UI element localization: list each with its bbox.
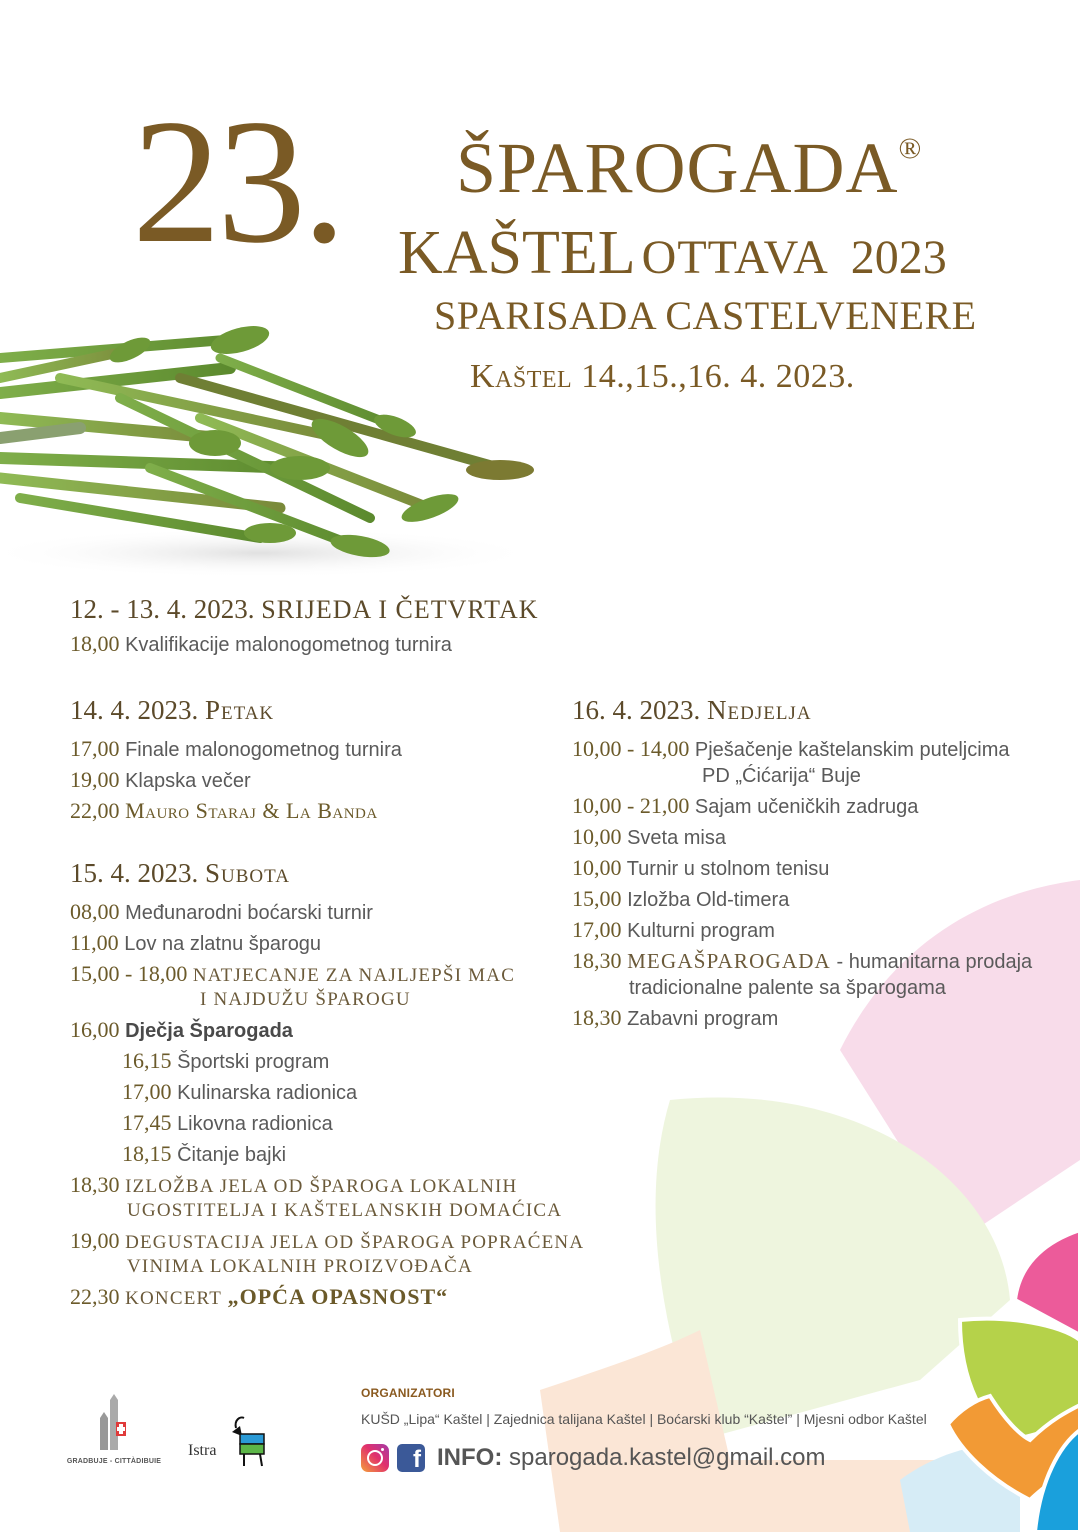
- church-tower-icon: [64, 1394, 164, 1456]
- event-dates: Kaštel 14.,15.,16. 4. 2023.: [470, 358, 855, 395]
- event-item: [572, 734, 1032, 791]
- event-subtitle: [398, 219, 947, 287]
- event-time: 22,30: [70, 1284, 120, 1309]
- event-time: 10,00: [572, 855, 622, 880]
- event-time: 18,30: [572, 948, 622, 973]
- event-title-text: ŠPAROGADA: [456, 128, 899, 208]
- event-item: [572, 791, 1032, 822]
- event-text: DEGUSTACIJA JELA OD ŠPAROGA POPRAĆENA: [125, 1232, 585, 1253]
- event-time: 22,00: [70, 798, 120, 823]
- event-text: Lov na zlatnu šparogu: [124, 933, 322, 955]
- event-time: 17,00: [572, 917, 622, 942]
- event-item: [70, 1170, 584, 1226]
- event-text: NATJECANJE ZA NAJLJEPŠI MAC: [192, 965, 516, 986]
- day-name: Nedjelja: [707, 695, 812, 725]
- event-text-continued: VINIMA LOKALNIH PROIZVOĐAČA: [127, 1256, 473, 1277]
- event-text: Zabavni program: [627, 1008, 779, 1030]
- event-time: 15,00 - 18,00: [70, 961, 188, 986]
- info-label: INFO:: [437, 1444, 503, 1471]
- instagram-icon[interactable]: [361, 1444, 389, 1472]
- event-text: Turnir u stolnom tenisu: [626, 858, 830, 880]
- event-item: [70, 796, 402, 827]
- event-item: [572, 946, 1032, 1003]
- event-item: [70, 1108, 584, 1139]
- subtitle-kastel: KAŠTEL: [398, 219, 636, 287]
- day-date: 12. - 13. 4. 2023.: [70, 594, 255, 624]
- email-link[interactable]: sparogada.kastel@gmail.com: [509, 1444, 826, 1471]
- day-name: Petak: [205, 695, 275, 725]
- day-name: Subota: [205, 858, 290, 888]
- facebook-icon[interactable]: f: [397, 1444, 425, 1472]
- event-text-continued: UGOSTITELJA I KAŠTELANSKIH DOMAĆICA: [127, 1200, 563, 1221]
- event-item: [70, 928, 584, 959]
- event-text: Kvalifikacije malonogometnog turnira: [125, 634, 452, 656]
- event-item: [572, 1003, 1032, 1034]
- day-title: [70, 860, 584, 887]
- event-time: 17,00: [122, 1079, 172, 1104]
- event-text-rest: - humanitarna prodaja: [830, 951, 1033, 973]
- event-time: 15,00: [572, 886, 622, 911]
- event-title: [456, 128, 923, 208]
- day-section-sunday: [572, 697, 1032, 1034]
- event-item: [70, 1046, 584, 1077]
- day-title: [70, 697, 402, 724]
- organizers-label: ORGANIZATORI: [361, 1386, 455, 1400]
- event-time: 19,00: [70, 767, 120, 792]
- day-title: [572, 697, 1032, 724]
- event-item: [70, 1015, 584, 1046]
- subtitle-ottava: OTTAVA: [641, 231, 829, 284]
- event-time: 17,45: [122, 1110, 172, 1135]
- event-text: Dječja Šparogada: [125, 1020, 293, 1042]
- day-section-saturday: [70, 860, 584, 1314]
- logo-istra: [188, 1414, 278, 1474]
- event-time: 18,30: [70, 1172, 120, 1197]
- event-time: 17,00: [70, 736, 120, 761]
- event-time: 18,30: [572, 1005, 622, 1030]
- day-date: 14. 4. 2023.: [70, 695, 199, 725]
- event-time: 10,00 - 21,00: [572, 793, 690, 818]
- organizers-list: KUŠD „Lipa“ Kaštel | Zajednica talijana Kaštel | Boćarski klub “Kaštel” | Mjesni odbor Kaštel: [361, 1411, 927, 1427]
- event-time: 19,00: [70, 1228, 120, 1253]
- event-text: Klapska večer: [125, 770, 251, 792]
- event-text: Čitanje bajki: [177, 1144, 287, 1166]
- asparagus-image: [0, 318, 580, 578]
- logo-grad-buje: [64, 1394, 164, 1474]
- event-item: [70, 1077, 584, 1108]
- event-item: [70, 734, 402, 765]
- event-text: MEGAŠPAROGADA: [627, 949, 831, 973]
- event-text: Sajam učeničkih zadruga: [694, 796, 919, 818]
- event-item: [70, 959, 584, 1015]
- event-text: Izložba Old-timera: [627, 889, 790, 911]
- event-time: 10,00 - 14,00: [572, 736, 690, 761]
- day-title: [70, 596, 539, 623]
- contact-info: [361, 1443, 826, 1473]
- subtitle-year: 2023: [850, 231, 947, 284]
- event-text: Športski program: [177, 1051, 330, 1073]
- event-item: [70, 765, 402, 796]
- italian-title: SPARISADA CASTELVENERE: [434, 293, 977, 338]
- event-text: Pješačenje kaštelanskim puteljcima: [694, 739, 1010, 761]
- event-text-continued: PD „Ćićarija“ Buje: [702, 765, 861, 787]
- event-text: Kulinarska radionica: [177, 1082, 358, 1104]
- event-text: KONCERT: [125, 1288, 223, 1309]
- event-text: Finale malonogometnog turnira: [125, 739, 402, 761]
- edition-number: 23.: [132, 82, 343, 280]
- day-section-friday: [70, 697, 402, 827]
- event-text: Sveta misa: [627, 827, 726, 849]
- day-date: 15. 4. 2023.: [70, 858, 199, 888]
- event-time: 16,15: [122, 1048, 172, 1073]
- event-time: 18,15: [122, 1141, 172, 1166]
- event-item: [572, 853, 1032, 884]
- event-text: IZLOŽBA JELA OD ŠPAROGA LOKALNIH: [125, 1176, 518, 1197]
- event-item: [572, 915, 1032, 946]
- event-text-continued: tradicionalne palente sa šparogama: [629, 977, 946, 999]
- event-time: 18,00: [70, 631, 120, 656]
- day-name: SRIJEDA I ČETVRTAK: [261, 595, 539, 624]
- day-date: 16. 4. 2023.: [572, 695, 701, 725]
- event-item: [70, 629, 539, 660]
- registered-mark: ®: [898, 132, 923, 165]
- istra-wordmark: Istra: [188, 1442, 217, 1459]
- event-text: Međunarodni boćarski turnir: [125, 902, 373, 924]
- event-item: [70, 1282, 584, 1314]
- event-item: [70, 1226, 584, 1282]
- event-item: [572, 822, 1032, 853]
- event-item: [70, 897, 584, 928]
- event-time: 16,00: [70, 1017, 120, 1042]
- goat-icon: [228, 1414, 268, 1470]
- event-time: 11,00: [70, 930, 119, 955]
- event-text-continued: I NAJDUŽU ŠPAROGU: [200, 989, 411, 1010]
- event-item: [572, 884, 1032, 915]
- event-item: [70, 1139, 584, 1170]
- event-text: Kulturni program: [627, 920, 775, 942]
- day-section-wed-thu: [70, 596, 539, 660]
- event-time: 10,00: [572, 824, 622, 849]
- event-text: Mauro Staraj & La Banda: [125, 798, 378, 823]
- concert-name: „OPĆA OPASNOST“: [227, 1284, 449, 1309]
- event-time: 08,00: [70, 899, 120, 924]
- logo-caption: GRADBUJE - CITTÀDIBUIE: [66, 1458, 162, 1465]
- info-line: [437, 1444, 826, 1472]
- event-text: Likovna radionica: [177, 1113, 333, 1135]
